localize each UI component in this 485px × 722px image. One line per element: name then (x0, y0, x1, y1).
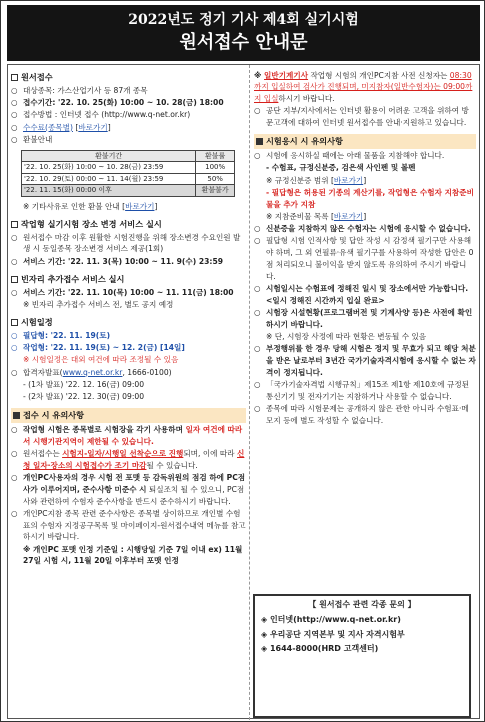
table-cell: '22. 10. 25(화) 10:00 ~ 10. 28(금) 23:59 (22, 162, 196, 174)
list-item: - 수험표, 규정신분증, 검은색 사인펜 및 볼펜 (266, 163, 416, 173)
table-row (22, 185, 235, 197)
column-divider (249, 65, 250, 720)
list-note: ※ 개인PC 포맷 인정 기준일 : 시행당일 기준 7일 이내 ex) 11월 27일 시험 시, 11월 20일 이후부터 포맷 인정 (23, 544, 243, 566)
square-bullet-icon (11, 221, 18, 228)
list-item: ○ 종목에 따라 시험문제는 공개하지 않은 관한 아니라 수험표·메모지 등에 별도 작성할 수 없습니다. (254, 404, 469, 425)
list-note: ※ 지참준비물 목록 [바로가기] (266, 211, 367, 221)
section-exam-notes: 시험응시 시 유의사항 (254, 134, 476, 149)
contact-title: 【 원서접수 관련 각종 문의 】 (308, 600, 416, 609)
table-header: 환불률 (196, 150, 235, 162)
square-bullet-icon (256, 138, 263, 145)
notice-header (7, 5, 480, 61)
table-cell: '22. 11. 15(화) 00:00 이후 (22, 185, 196, 197)
list-item: ○ 「국가기술자격법 시행규칙」제15조 제1항 제10호에 규정된 통신기기 및 전자기기는 지참하거나 사용할 수 없습니다. (254, 380, 470, 401)
square-bullet-icon (11, 276, 18, 283)
list-item: ○ 수수료(종목별) [바로가기] (11, 122, 111, 132)
refund-note: ※ 기타사유로 인한 환불 안내 [바로가기] (23, 201, 158, 211)
list-item: ○ 대상종목: 가스산업기사 등 87개 종목 (11, 85, 148, 95)
table-row (22, 162, 235, 174)
list-item: ○ 필답형 시험 인적사항 및 답안 작성 시 감정색 필기구만 사용해야 하며, 그 외 연필류·유색 필기구를 사용하여 작성한 답안은 0점 처리되오니 불이익을 받지 않도록 유의하여 주시기 바랍니다. (254, 236, 474, 281)
list-item: ○ 작업형 시험은 종목별로 시험장을 각기 사용하며 일자 여건에 따라서 시행기관지역이 제한될 수 있습니다. (11, 425, 243, 446)
square-bullet-icon (11, 319, 18, 326)
refund-note-link[interactable]: 바로가기 (125, 201, 155, 211)
table-header: 환불기간 (22, 150, 196, 162)
list-item: ○ 부정행위를 한 경우 당해 시험은 정지 및 무효가 되고 해당 처분을 받은 날로부터 3년간 국가기술자격시험에 응시할 수 없는 자격이 정지됩니다. (254, 344, 476, 377)
id-shortcut-link[interactable]: 바로가기 (333, 175, 364, 185)
list-item: ○ 접수기간: '22. 10. 25(화) 10:00 ~ 10. 28(금) 18:00 (11, 97, 224, 107)
list-item: ○ 원서접수는 시험지-일자/시행일 선착순으로 진행되며, 이에 따라 신청 일자·장소의 시험접수가 조기 마감될 수 있습니다. (11, 449, 245, 470)
section-schedule: 시험일정 (11, 316, 246, 329)
notice-title: 2022년도 정기 기사 제4회 실기시험 (128, 12, 359, 28)
list-item: ○ 시험에 응시하실 때에는 아래 물품을 지참해야 합니다. (254, 151, 445, 161)
list-item: ○ 서비스 기간: '22. 11. 10(목) 10:00 ~ 11. 11(금) 18:00 (11, 287, 234, 297)
list-item: ○ 개인PC사용자의 경우 시험 전 포맷 등 감독위원의 점검 하에 PC점사가 이루어지며, 준수사항 미준수 시 퇴실조치 될 수 있으니, PC점사와 관련하여 수험자 준수사항을 반드시 준수하시기 바랍니다. (11, 473, 246, 506)
list-item: ○ 작업형: '22. 11. 19(토) ~ 12. 2(금) [14일] (11, 343, 185, 352)
list-item: ○ 신분증을 지참하지 않은 수험자는 시험에 응시할 수 없습니다. (254, 224, 471, 234)
section-application-notes: 접수 시 유의사항 (11, 408, 246, 423)
list-item: ○ 개인PC지참 종목 관련 준수사항은 종목별 상이하므로 개인별 수험표의 수험자 지정공구목록 및 마이페이지-원서접수내역 메뉴를 참고하시기 바랍니다. (11, 508, 246, 542)
qnet-link[interactable]: www.q-net.or.kr (62, 367, 123, 377)
section-application: 원서접수 (11, 71, 246, 84)
table-cell: 환불불가 (196, 185, 235, 197)
table-cell: 50% (196, 173, 235, 185)
list-item: - (1차 발표) '22. 12. 16(금) 09:00 (23, 379, 145, 389)
square-bullet-icon (13, 412, 20, 419)
table-cell: 100% (196, 162, 235, 174)
list-item: ○ 환불안내 (11, 134, 53, 144)
left-column (11, 69, 246, 568)
section-extra-application: 빈자리 추가접수 서비스 실시 (11, 273, 246, 286)
list-item: ○ 필답형: '22. 11. 19(토) (11, 330, 111, 340)
list-item: ○ 원서접수 마감 이후 원활한 시험진행을 위해 장소변경 수요인원 발생 시 동일종목 장소변경 서비스 제공(1회) (11, 232, 241, 254)
list-note: ※ 규정신분증 범위 [바로가기] (266, 175, 367, 185)
contact-branch: ◈ 우리공단 지역본부 및 지사 자격시험부 (261, 629, 405, 639)
pc-checkin-note: ※ 일반기계기사 작업형 시험의 개인PC지참 사전 신청자는 08:30까지 입실하여 검사가 진행되며, 미지참자(일반수험자)는 09:00까지 입실하시기 바랍니다. (254, 70, 473, 104)
contact-box (253, 594, 471, 718)
list-item: ○ 서비스 기간: '22. 11. 3(목) 10:00 ~ 11. 9(수) 23:59 (11, 256, 224, 266)
fee-link[interactable]: 수수료(종목별) (23, 122, 73, 132)
table-row (22, 173, 235, 185)
list-note: ※ 단, 시험장 사정에 따라 현황은 변동될 수 있음 (266, 332, 427, 342)
supplies-shortcut-link[interactable]: 바로가기 (333, 211, 364, 221)
list-note: ※ 빈자리 추가접수 서비스 전, 별도 공지 예정 (23, 299, 174, 309)
list-item: ○ 공단 지부/지사에서는 인터넷 활용이 어려운 고객을 위하여 방문고객에 대하여 인터넷 원서접수를 안내·지원하고 있습니다. (254, 106, 469, 128)
list-item: ○ 시험장 시설현황(프로그램버전 및 기계사양 등)은 사전에 확인하시기 바랍니다. (254, 307, 473, 329)
square-bullet-icon (11, 74, 18, 81)
list-item: ○ 접수방법 : 인터넷 접수 (http://www.q-net.or.kr) (11, 110, 191, 120)
list-item: - 필답형은 허용된 기종의 계산기를, 작업형은 수험자 지참준비물을 추가 지참 (266, 187, 474, 209)
list-item: ○ 합격자발표(www.q-net.or.kr, 1666-0100) (11, 367, 172, 377)
list-item: - (2차 발표) '22. 12. 30(금) 09:00 (23, 392, 145, 402)
notice-subtitle: 원서접수 안내문 (179, 32, 308, 53)
contact-phone: ◈ 1644-8000(HRD 고객센터) (261, 644, 379, 654)
fee-shortcut-link[interactable]: 바로가기 (78, 122, 108, 132)
list-item: ○ 시험일시는 수험표에 정해진 일시 및 장소에서만 가능합니다. <일시 정해진 시간까지 입실 완료> (254, 283, 469, 305)
right-column (254, 69, 476, 427)
refund-table (21, 150, 235, 197)
list-note: ※ 시험일정은 대외 여건에 따라 조정될 수 있음 (23, 355, 179, 365)
section-venue-change: 작업형 실기시험 장소 변경 서비스 실시 (11, 218, 246, 231)
contact-website[interactable]: ◈ 인터넷(http://www.q-net.or.kr) (261, 615, 401, 625)
table-cell: '22. 10. 29(토) 00:00 ~ 11. 14(월) 23:59 (22, 173, 196, 185)
